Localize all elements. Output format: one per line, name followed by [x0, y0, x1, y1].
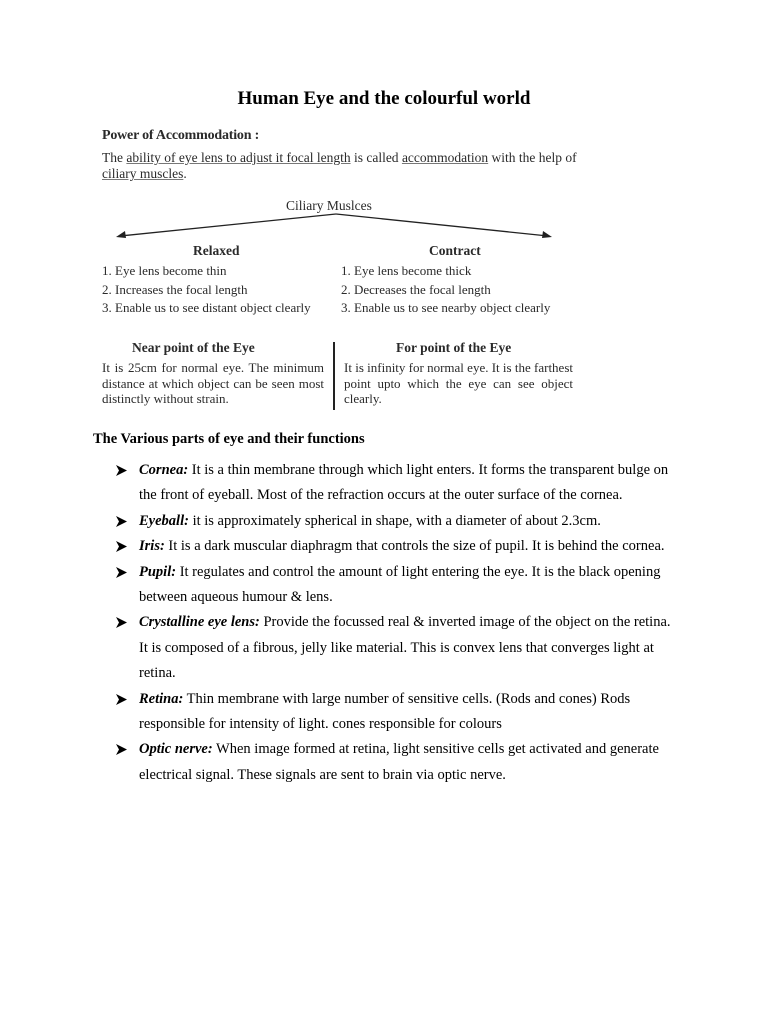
- list-item: [116, 560, 676, 611]
- part-term: Pupil:: [139, 563, 177, 580]
- contract-item: 1. Eye lens become thick: [341, 263, 472, 278]
- near-point-text: It is 25cm for normal eye. The minimum distance at which object can be seen most distinctly without strain.: [102, 360, 324, 406]
- arrow-bullet-icon: [116, 458, 132, 476]
- arrow-bullet-icon: [116, 687, 132, 705]
- ciliary-muscles-label: Ciliary Muslces: [286, 198, 372, 213]
- branch-arrows: [96, 204, 596, 244]
- part-term: Eyeball:: [139, 512, 189, 529]
- arrow-bullet-icon: [116, 737, 132, 755]
- page-title: Human Eye and the colourful world: [237, 88, 531, 109]
- arrow-right-head: [542, 231, 552, 238]
- part-description: It is a dark muscular diaphragm that controls the size of pupil. It is behind the cornea.: [164, 538, 665, 555]
- part-description: Provide the focussed real & inverted image of the object on the retina. It is composed of a fibrous, jelly like material. This is convex lens that converges light at retina.: [139, 614, 671, 682]
- list-item: [116, 737, 676, 788]
- arrow-bullet-icon: [116, 509, 132, 527]
- near-point-heading: Near point of the Eye: [132, 340, 255, 355]
- contract-list: [341, 262, 596, 318]
- part-term: Retina:: [139, 690, 184, 707]
- arrow-bullet-icon: [116, 534, 132, 552]
- arrow-bullet-icon: [116, 560, 132, 578]
- list-item: [116, 534, 676, 559]
- relaxed-item: 2. Increases the focal length: [102, 281, 248, 297]
- accommodation-figure: [96, 124, 596, 414]
- far-point-text: It is infinity for normal eye. It is the farthest point upto which the eye can see object clearly.: [344, 360, 573, 406]
- list-item: [116, 458, 676, 509]
- part-description: it is approximately spherical in shape, with a diameter of about 2.3cm.: [188, 512, 601, 529]
- definition-underlined-text: ciliary muscles: [102, 166, 184, 181]
- part-description: When image formed at retina, light sensitive cells get activated and generate electrical signal. These signals are sent to brain via optic nerve.: [139, 741, 659, 783]
- part-description: It is a thin membrane through which light enters. It forms the transparent bulge on the front of eyeball. Most of the refraction occurs at the outer surface of the cornea.: [139, 462, 669, 504]
- part-term: Iris:: [139, 538, 165, 555]
- arrow-left-line: [120, 214, 336, 236]
- accommodation-heading: Power of Accommodation :: [102, 128, 260, 143]
- relaxed-item: 3. Enable us to see distant object clearly: [102, 300, 311, 315]
- arrow-right-line: [336, 214, 548, 236]
- part-term: Optic nerve:: [139, 741, 213, 758]
- arrow-left-head: [116, 231, 126, 238]
- contract-item: 2. Decreases the focal length: [341, 281, 491, 297]
- part-description: It regulates and control the amount of light entering the eye. It is the black opening between aqueous humour & lens.: [139, 563, 661, 606]
- definition-text: is called: [350, 150, 402, 165]
- relaxed-heading: Relaxed: [193, 243, 240, 258]
- definition-text: with the help of: [488, 150, 577, 165]
- relaxed-item: 1. Eye lens become thin: [102, 263, 227, 278]
- list-item: [116, 509, 676, 534]
- contract-item: 3. Enable us to see nearby object clearly: [341, 300, 551, 315]
- arrow-bullet-icon: [116, 610, 132, 628]
- parts-list: [116, 458, 676, 788]
- accommodation-definition: [102, 150, 592, 182]
- list-item: [116, 610, 676, 686]
- part-description: Thin membrane with large number of sensitive cells. (Rods and cones) Rods responsible for intensity of light. cones responsible for colours: [139, 690, 631, 733]
- parts-section-heading: The Various parts of eye and their functions: [93, 431, 365, 447]
- list-item: [116, 687, 676, 738]
- definition-underlined-text: accommodation: [401, 150, 489, 165]
- part-term: Cornea:: [139, 462, 189, 478]
- definition-text: The: [102, 150, 127, 165]
- column-divider: [333, 342, 335, 410]
- relaxed-list: [102, 262, 337, 318]
- definition-underlined-text: ability of eye lens to adjust it focal length: [126, 150, 351, 165]
- contract-heading: Contract: [429, 243, 481, 258]
- part-term: Crystalline eye lens:: [139, 614, 260, 631]
- far-point-heading: For point of the Eye: [396, 340, 512, 355]
- definition-text: .: [183, 166, 187, 181]
